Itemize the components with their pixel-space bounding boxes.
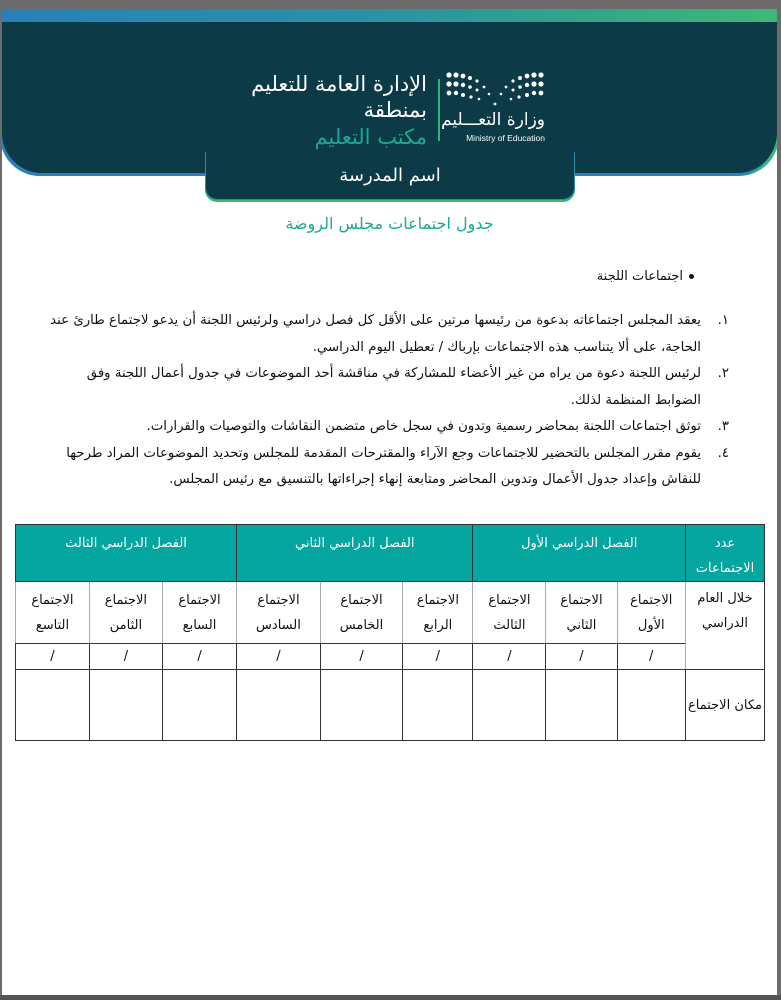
admin-region: بمنطقة [363,98,427,122]
corner-header-cell: عدد الاجتماعات [686,525,765,582]
meeting-date-cell[interactable]: / [89,644,162,670]
meeting-name-cell: الاجتماع الثامن [89,582,162,644]
bullet-icon [689,274,694,279]
meeting-name-cell: الاجتماع الثاني [546,582,617,644]
meeting-name-cell: الاجتماع الأول [617,582,686,644]
meeting-name-cell: الاجتماع التاسع [16,582,90,644]
ministry-name-english: Ministry of Education [466,133,545,143]
ministry-name-arabic: وزارة التعـــليم [441,110,545,130]
meeting-place-cell[interactable] [89,670,162,741]
school-name: اسم المدرسة [339,165,441,186]
ministry-dots-logo-icon [445,70,545,110]
meeting-date-cell[interactable]: / [473,644,546,670]
rule-item [49,308,729,361]
section-heading-text: اجتماعات اللجنة [596,269,683,284]
meeting-place-cell[interactable] [617,670,686,741]
document-page [2,9,777,995]
meeting-name-cell: الاجتماع السابع [162,582,236,644]
rules-list [49,308,729,494]
meeting-place-cell[interactable] [473,670,546,741]
rule-number: ٢. [717,366,729,381]
meeting-date-cell[interactable]: / [403,644,473,670]
school-name-box [205,152,575,200]
meeting-date-cell[interactable]: / [16,644,90,670]
administration-block [251,71,427,151]
meeting-date-cell[interactable]: / [237,644,321,670]
rule-item [49,414,729,441]
meeting-date-cell[interactable]: / [162,644,236,670]
meeting-place-cell[interactable] [16,670,90,741]
top-gradient-stripe [2,9,777,22]
meeting-name-cell: الاجتماع الثالث [473,582,546,644]
semester-3-header: الفصل الدراسي الثالث [16,525,237,582]
admin-title: الإدارة العامة للتعليم [251,72,427,96]
meeting-date-cell[interactable]: / [546,644,617,670]
meeting-place-cell[interactable] [320,670,402,741]
rule-item [49,441,729,494]
meeting-date-cell[interactable]: / [320,644,402,670]
meeting-place-cell[interactable] [162,670,236,741]
ministry-logo [441,70,545,150]
meeting-names-row [16,582,765,644]
meeting-name-cell: الاجتماع الرابع [403,582,473,644]
document-title: جدول اجتماعات مجلس الروضة [285,214,494,233]
section-heading [597,269,694,284]
year-row-label: خلال العام الدراسي [686,582,765,670]
meeting-name-cell: الاجتماع السادس [237,582,321,644]
meetings-table [15,524,765,741]
education-office: مكتب التعليم [314,125,427,149]
meeting-place-cell[interactable] [546,670,617,741]
rule-item [49,361,729,414]
meeting-place-cell[interactable] [403,670,473,741]
meeting-date-cell[interactable]: / [617,644,686,670]
table-header-row [16,525,765,582]
rule-text: يعقد المجلس اجتماعاته بدعوة من رئيسها مرتين على الأقل كل فصل دراسي ولرئيس اللجنة أن يدعو لاجتماع طارئ عند الحاجة، على ألا يتناسب هذه الاجتماعات بإرباك / تعطيل اليوم الدراسي. [50,313,701,355]
logo-divider [438,79,440,141]
meeting-dates-row [16,644,765,670]
viewer-bottom-edge [0,995,781,1000]
meeting-name-cell: الاجتماع الخامس [320,582,402,644]
rule-number: ١. [717,313,729,328]
header-banner [2,22,777,173]
rule-text: لرئيس اللجنة دعوة من يراه من غير الأعضاء للمشاركة في مناقشة أحد الموضوعات في جدول أعمال اللجنة وفق الضوابط المنظمة لذلك. [86,366,701,408]
meeting-place-cell[interactable] [237,670,321,741]
rule-text: توثق اجتماعات اللجنة بمحاضر رسمية وتدون في سجل خاص متضمن النقاشات والتوصيات والقرارات. [146,419,701,434]
rule-text: يقوم مقرر المجلس بالتحضير للاجتماعات وجع الآراء والمقترحات المقدمة للمجلس وتحديد الموضوعات المراد طرحها للنقاش وإعداد جدول الأعمال وتدوين المحاضر ومتابعة إنهاء إجراءاتها بالتنسيق مع رئيس المجلس. [66,445,701,487]
meeting-place-row [16,670,765,741]
rule-number: ٤. [717,445,729,461]
rule-number: ٣. [717,419,729,434]
semester-2-header: الفصل الدراسي الثاني [237,525,473,582]
semester-1-header: الفصل الدراسي الأول [473,525,686,582]
place-row-label: مكان الاجتماع [686,670,765,741]
